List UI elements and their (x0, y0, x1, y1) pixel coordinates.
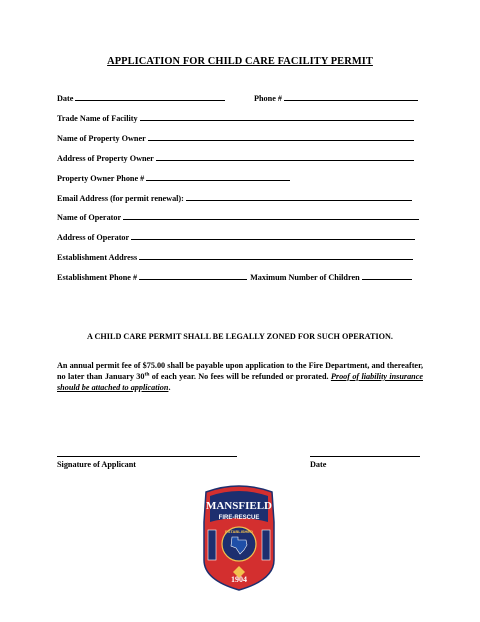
operator-address-label: Address of Operator (57, 233, 130, 242)
fee-notice (57, 360, 423, 393)
operator-name-line[interactable] (123, 211, 419, 220)
owner-phone-field[interactable] (57, 172, 290, 183)
email-line[interactable] (186, 192, 412, 201)
logo-established: ESTABLISHED (225, 529, 253, 534)
establishment-address-field[interactable] (57, 251, 413, 262)
proof-of-insurance-note: Proof of liability insurance should be attached to application (57, 372, 423, 392)
page-title: APPLICATION FOR CHILD CARE FACILITY PERMIT (107, 56, 373, 67)
signature-date-label: Date (310, 460, 327, 469)
operator-address-line[interactable] (131, 231, 415, 240)
establishment-phone-field[interactable] (57, 271, 412, 282)
mansfield-fire-rescue-logo (200, 482, 278, 592)
date-label: Date (57, 94, 74, 103)
establishment-phone-line[interactable] (139, 271, 247, 280)
owner-name-label: Name of Property Owner (57, 134, 146, 143)
owner-name-line[interactable] (148, 132, 414, 141)
date-field[interactable] (57, 92, 225, 103)
owner-address-line[interactable] (156, 152, 414, 161)
max-children-line[interactable] (362, 271, 412, 280)
operator-name-label: Name of Operator (57, 213, 122, 222)
trade-name-label: Trade Name of Facility (57, 114, 138, 123)
owner-address-field[interactable] (57, 152, 414, 163)
date-line[interactable] (75, 92, 225, 101)
operator-address-field[interactable] (57, 231, 415, 242)
owner-phone-line[interactable] (146, 172, 290, 181)
zoning-notice: A CHILD CARE PERMIT SHALL BE LEGALLY ZONED FOR SUCH OPERATION. (87, 332, 393, 341)
signature-date-line[interactable] (310, 456, 420, 457)
email-field[interactable] (57, 192, 412, 203)
email-label: Email Address (for permit renewal): (57, 194, 184, 203)
establishment-address-label: Establishment Address (57, 253, 138, 262)
establishment-address-line[interactable] (139, 251, 413, 260)
applicant-signature-label: Signature of Applicant (57, 460, 137, 469)
fee-text-b: of each year. No fees will be refunded or prorated. (149, 372, 331, 381)
fee-text-a: An annual permit fee of $75.00 shall be payable upon application to the Fire Department, and thereafter, no later than January 30 (57, 361, 423, 381)
trade-name-field[interactable] (57, 112, 414, 123)
operator-name-field[interactable] (57, 211, 419, 222)
fee-end: . (168, 383, 171, 392)
owner-name-field[interactable] (57, 132, 414, 143)
applicant-signature-line[interactable] (57, 456, 237, 457)
owner-address-label: Address of Property Owner (57, 154, 154, 163)
phone-field[interactable] (254, 92, 418, 103)
phone-label: Phone # (254, 94, 282, 103)
fee-superscript: th (144, 371, 150, 378)
establishment-phone-label: Establishment Phone # (57, 273, 138, 282)
logo-subtitle: FIRE-RESCUE (218, 515, 260, 521)
max-children-label: Maximum Number of Children (250, 273, 360, 282)
logo-year: 1904 (231, 575, 247, 584)
trade-name-line[interactable] (140, 112, 414, 121)
phone-line[interactable] (284, 92, 418, 101)
owner-phone-label: Property Owner Phone # (57, 174, 145, 183)
logo-name: MANSFIELD (205, 500, 273, 512)
